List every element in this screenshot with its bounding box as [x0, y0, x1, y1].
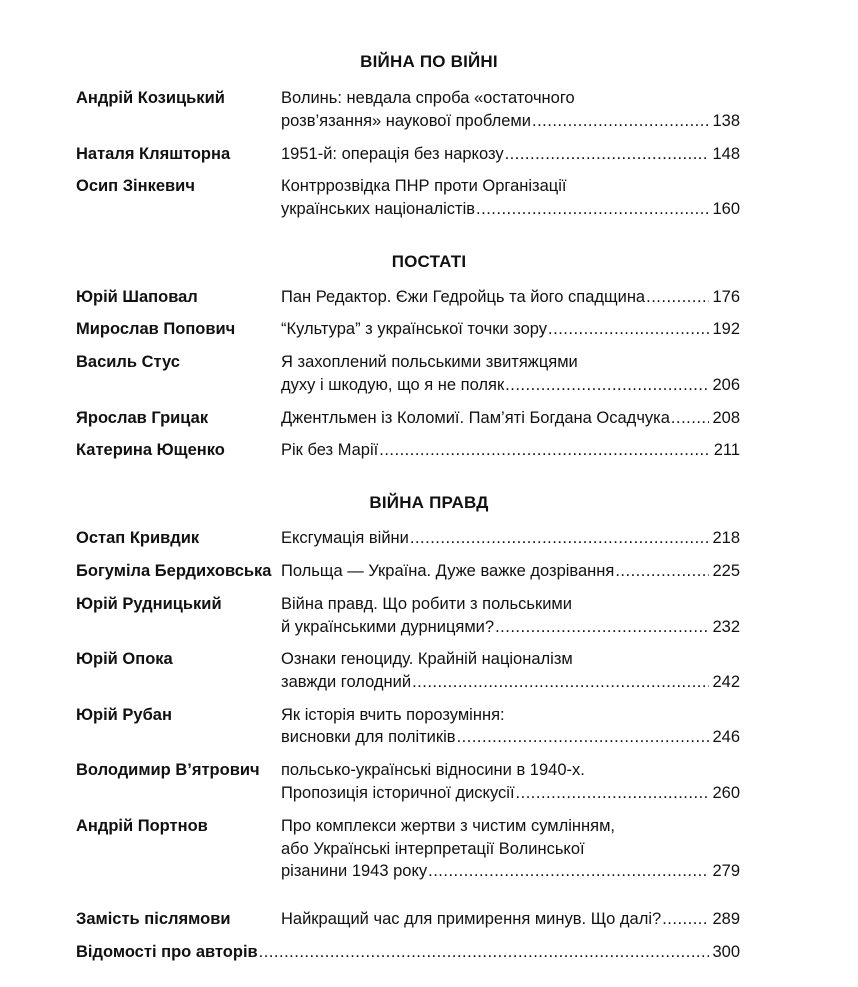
dot-leader — [646, 288, 709, 307]
author-name: Андрій Портнов — [76, 817, 208, 835]
entry-title-line: Ексгумація війни — [281, 529, 409, 547]
dot-leader — [548, 320, 709, 339]
entry-title-line: польсько-українські відносини в 1940-х. — [281, 761, 585, 779]
page-number: 160 — [712, 200, 740, 218]
dot-leader — [671, 409, 710, 428]
entry-title-line: висновки для політиків — [281, 728, 456, 746]
page-number: 242 — [712, 673, 740, 691]
page-number: 289 — [712, 910, 740, 928]
entry-title-line: Пан Редактор. Єжи Гедройць та його спадщина — [281, 288, 646, 306]
author-name: Наталя Кляшторна — [76, 145, 231, 163]
dot-leader — [379, 441, 710, 460]
dot-leader — [532, 112, 709, 131]
toc-entry-last-line[interactable] — [281, 529, 740, 548]
page-number: 246 — [712, 728, 740, 746]
entry-title-line: Рік без Марії — [281, 441, 379, 459]
author-name: Юрій Рудницький — [76, 595, 222, 613]
toc-appendix-entry[interactable] — [76, 943, 740, 962]
page-number: 218 — [712, 529, 740, 547]
dot-leader — [516, 784, 710, 803]
author-name: Богуміла Бердиховська — [76, 562, 272, 580]
entry-title-line: Пропозиція історичної дискусії — [281, 784, 515, 802]
toc-entry-last-line[interactable] — [281, 910, 740, 929]
dot-leader — [259, 943, 710, 962]
author-name: Остап Кривдик — [76, 529, 200, 547]
entry-title-line: й українськими дурницями? — [281, 618, 495, 636]
entry-title-line: розв’язання» наукової проблеми — [281, 112, 531, 130]
page-number: 300 — [712, 943, 740, 961]
author-name: Володимир В’ятрович — [76, 761, 260, 779]
entry-title-line: 1951-й: операція без наркозу — [281, 145, 504, 163]
entry-title-line: або Українські інтерпретації Волинської — [281, 840, 585, 858]
author-name: Андрій Козицький — [76, 89, 225, 107]
toc-entry-last-line[interactable] — [281, 784, 740, 803]
page-number: 176 — [712, 288, 740, 306]
entry-title-line: завжди голодний — [281, 673, 412, 691]
toc-entry-last-line[interactable] — [281, 728, 740, 747]
author-name: Василь Стус — [76, 353, 180, 371]
dot-leader — [428, 862, 709, 881]
author-name: Юрій Шаповал — [76, 288, 198, 306]
author-name: Катерина Ющенко — [76, 441, 225, 459]
author-name: Ярослав Грицак — [76, 409, 209, 427]
page-number: 232 — [712, 618, 740, 636]
toc-entry-last-line[interactable] — [281, 320, 740, 339]
dot-leader — [615, 562, 709, 581]
dot-leader — [410, 529, 710, 548]
entry-title-line: Контррозвідка ПНР проти Організації — [281, 177, 567, 195]
entry-title-line: “Культура” з української точки зору — [281, 320, 548, 338]
dot-leader — [495, 618, 709, 637]
entry-title-line: Ознаки геноциду. Крайній націоналізм — [281, 650, 573, 668]
entry-title-line: Війна правд. Що робити з польськими — [281, 595, 572, 613]
entry-title-line: Найкращий час для примирення минув. Що далі? — [281, 910, 662, 928]
entry-title-line: Джентльмен із Коломиї. Пам’яті Богдана Осадчука — [281, 409, 670, 427]
entry-title-line: Польща — Україна. Дуже важке дозрівання — [281, 562, 615, 580]
toc-entry-last-line[interactable] — [281, 376, 740, 395]
page-number: 208 — [712, 409, 740, 427]
entry-title-line: українських націоналістів — [281, 200, 476, 218]
toc-entry-last-line[interactable] — [281, 618, 740, 637]
dot-leader — [505, 376, 709, 395]
page-number: 138 — [712, 112, 740, 130]
toc-entry-last-line[interactable] — [281, 409, 740, 428]
author-name: Юрій Рубан — [76, 706, 172, 724]
entry-title-line: Я захоплений польськими звитяжцями — [281, 353, 578, 371]
entry-title-line: Про комплекси жертви з чистим сумлінням, — [281, 817, 616, 835]
entry-title-line: Волинь: невдала спроба «остаточного — [281, 89, 575, 107]
page-number: 260 — [712, 784, 740, 802]
toc-entry-last-line[interactable] — [281, 200, 740, 219]
page-number: 279 — [712, 862, 740, 880]
page-number: 192 — [712, 320, 740, 338]
entry-title-line: духу і шкодую, що я не поляк — [281, 376, 505, 394]
dot-leader — [457, 728, 710, 747]
author-name: Юрій Опока — [76, 650, 173, 668]
page-number: 225 — [712, 562, 740, 580]
section-title: ПОСТАТІ — [391, 252, 467, 271]
toc-entry-last-line[interactable] — [281, 288, 740, 307]
page-number: 148 — [712, 145, 740, 163]
author-name: Осип Зінкевич — [76, 177, 195, 195]
section-title: ВІЙНА ПО ВІЙНІ — [360, 52, 498, 71]
entry-title-line: різанини 1943 року — [281, 862, 428, 880]
toc-entry-last-line[interactable] — [281, 673, 740, 692]
dot-leader — [476, 200, 709, 219]
dot-leader — [412, 673, 709, 692]
dot-leader — [662, 910, 709, 929]
toc-entry-last-line[interactable] — [281, 441, 740, 460]
author-name: Замість післямови — [76, 910, 231, 928]
author-name: Мирослав Попович — [76, 320, 236, 338]
page-number: 211 — [713, 441, 740, 459]
appendix-title: Відомості про авторів — [76, 943, 258, 961]
toc-entry-last-line[interactable] — [281, 145, 740, 164]
entry-title-line: Як історія вчить порозуміння: — [281, 706, 505, 724]
toc-entry-last-line[interactable] — [281, 562, 740, 581]
toc-entry-last-line[interactable] — [281, 112, 740, 131]
page-number: 206 — [712, 376, 740, 394]
dot-leader — [505, 145, 710, 164]
toc-entry-last-line[interactable] — [281, 862, 740, 881]
section-title: ВІЙНА ПРАВД — [369, 493, 489, 512]
